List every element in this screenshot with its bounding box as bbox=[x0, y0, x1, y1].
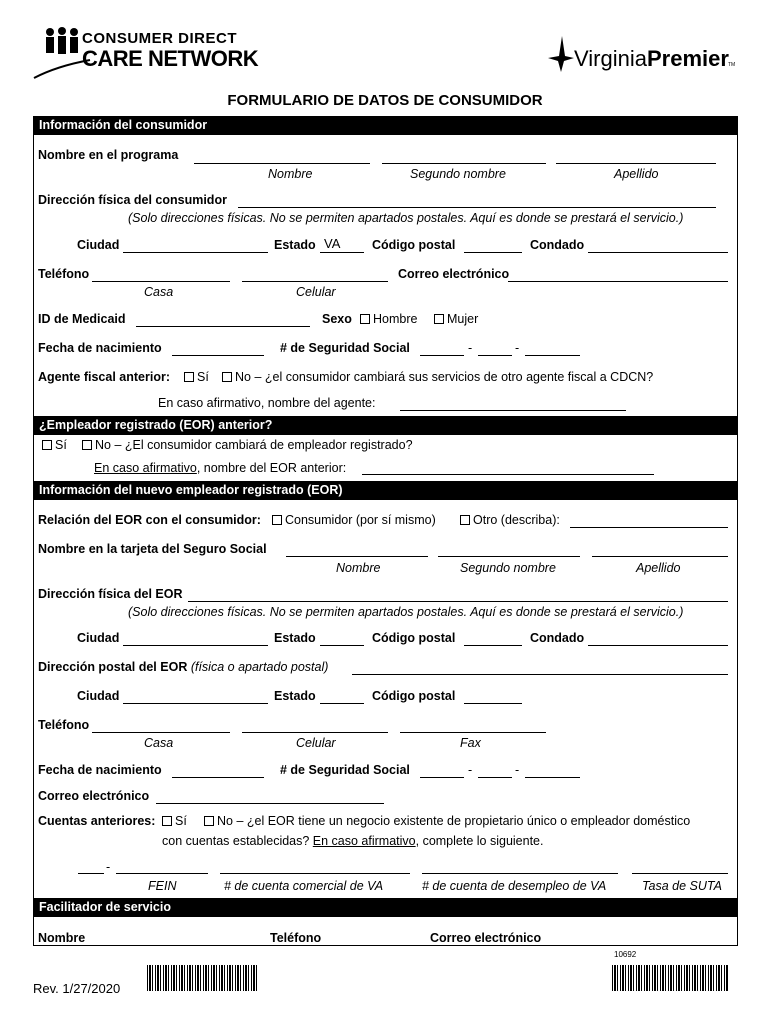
telefono-celular-field[interactable] bbox=[242, 281, 388, 282]
label-nombre-programa: Nombre en el programa bbox=[38, 148, 179, 162]
cuentas-line2 bbox=[162, 834, 543, 848]
facilitador-telefono-field[interactable] bbox=[330, 945, 416, 946]
facilitador-correo-field[interactable] bbox=[550, 945, 728, 946]
section-bar-nuevo-eor: Información del nuevo empleador registrado (EOR) bbox=[33, 481, 738, 500]
eor-sub-segundo: Segundo nombre bbox=[460, 561, 556, 575]
ciudad-field[interactable] bbox=[123, 252, 268, 253]
cuenta-va-field[interactable] bbox=[220, 873, 410, 874]
ssn-dash1: - bbox=[468, 341, 473, 355]
eor-direccion-note: (Solo direcciones físicas. No se permiten apartados postales. Aquí es donde se prestará el servicio.) bbox=[128, 605, 684, 619]
eor-ssn-part2[interactable] bbox=[478, 777, 512, 778]
label-agente: Agente fiscal anterior: bbox=[38, 370, 170, 384]
eor-label-codigo: Código postal bbox=[372, 631, 456, 645]
section-bar-facilitador: Facilitador de servicio bbox=[33, 898, 738, 917]
hombre-label: Hombre bbox=[373, 312, 418, 326]
label-telefono: Teléfono bbox=[38, 267, 90, 281]
cuentas-line2-u: En caso afirmativo bbox=[312, 834, 416, 848]
eor-label-ssn: # de Seguridad Social bbox=[280, 763, 410, 777]
mujer-label: Mujer bbox=[447, 312, 479, 326]
eor-si-checkbox[interactable] bbox=[42, 440, 52, 450]
cuentas-no-checkbox[interactable] bbox=[204, 816, 214, 826]
vp-logo-virginia: Virginia bbox=[574, 46, 647, 71]
sub-apellido: Apellido bbox=[614, 167, 659, 181]
cuentas-no-label: No – ¿el EOR tiene un negocio existente de propietario único o empleador doméstico bbox=[217, 814, 691, 828]
cdcn-logo bbox=[32, 26, 259, 86]
section-bar-eor-anterior: ¿Empleador registrado (EOR) anterior? bbox=[33, 416, 738, 435]
postal-estado-field[interactable] bbox=[320, 703, 364, 704]
eor-nombre-field[interactable] bbox=[286, 556, 428, 557]
eor-no-label: No – ¿El consumidor cambiará de empleador registrado? bbox=[95, 438, 413, 452]
label-caso-agente: En caso afirmativo, nombre del agente: bbox=[158, 396, 376, 410]
eor-nacimiento-field[interactable] bbox=[172, 777, 264, 778]
cuentas-line2-b: , complete lo siguiente. bbox=[415, 834, 544, 848]
section-bar-consumidor: Información del consumidor bbox=[33, 116, 738, 135]
facilitador-label-nombre: Nombre bbox=[38, 931, 86, 945]
facilitador-nombre-field[interactable] bbox=[92, 945, 262, 946]
label-relacion: Relación del EOR con el consumidor: bbox=[38, 513, 261, 527]
eor-si-label: Sí bbox=[55, 438, 67, 452]
label-medicaid: ID de Medicaid bbox=[38, 312, 126, 326]
estado-field[interactable] bbox=[320, 252, 364, 253]
eor-fax-field[interactable] bbox=[400, 732, 546, 733]
cuentas-si-label: Sí bbox=[175, 814, 187, 828]
ssn-part1[interactable] bbox=[420, 355, 464, 356]
cuentas-si-checkbox[interactable] bbox=[162, 816, 172, 826]
vp-logo-tm: TM bbox=[728, 62, 736, 68]
relacion-otro-option[interactable] bbox=[460, 513, 560, 527]
mujer-option[interactable] bbox=[434, 312, 478, 326]
eor-sub-nombre: Nombre bbox=[336, 561, 381, 575]
facilitador-label-telefono: Teléfono bbox=[270, 931, 322, 945]
caso-eor-rest: , nombre del EOR anterior: bbox=[196, 461, 347, 475]
label-eor-direccion: Dirección física del EOR bbox=[38, 587, 183, 601]
hombre-checkbox[interactable] bbox=[360, 314, 370, 324]
eor-label-condado: Condado bbox=[530, 631, 585, 645]
eor-ssn-dash1: - bbox=[468, 763, 473, 777]
barcode-right bbox=[612, 965, 728, 991]
form-code: 10692 bbox=[614, 950, 637, 959]
agente-no-checkbox[interactable] bbox=[222, 372, 232, 382]
eor-telefono-casa-field[interactable] bbox=[92, 732, 230, 733]
sub-nombre: Nombre bbox=[268, 167, 313, 181]
postal-codigo-field[interactable] bbox=[464, 703, 522, 704]
label-cuentas: Cuentas anteriores: bbox=[38, 814, 156, 828]
relacion-otro-checkbox[interactable] bbox=[460, 515, 470, 525]
correo-field[interactable] bbox=[508, 281, 728, 282]
eor-telefono-celular-field[interactable] bbox=[242, 732, 388, 733]
relacion-otro-label: Otro (describa): bbox=[473, 513, 560, 527]
label-estado: Estado bbox=[274, 238, 316, 252]
condado-field[interactable] bbox=[588, 252, 728, 253]
sub-segundo: Segundo nombre bbox=[410, 167, 506, 181]
eor-no-checkbox[interactable] bbox=[82, 440, 92, 450]
barcode-left bbox=[147, 965, 257, 991]
cuentas-line2-a: con cuentas establecidas? bbox=[162, 834, 313, 848]
star-icon bbox=[548, 36, 574, 72]
fein-part2[interactable] bbox=[116, 873, 208, 874]
eor-si-option[interactable] bbox=[42, 438, 67, 452]
postal-label-codigo: Código postal bbox=[372, 689, 456, 703]
otro-describa-field[interactable] bbox=[570, 527, 728, 528]
vp-logo-premier: Premier bbox=[646, 46, 729, 71]
eor-direccion-field[interactable] bbox=[188, 601, 728, 602]
caso-eor-underlined: En caso afirmativo bbox=[94, 461, 197, 475]
direccion-field[interactable] bbox=[238, 207, 716, 208]
label-nacimiento: Fecha de nacimiento bbox=[38, 341, 162, 355]
relacion-consumidor-label: Consumidor (por sí mismo) bbox=[285, 513, 436, 527]
label-correo: Correo electrónico bbox=[398, 267, 510, 281]
eor-label-correo: Correo electrónico bbox=[38, 789, 150, 803]
eor-ciudad-field[interactable] bbox=[123, 645, 268, 646]
agente-nombre-field[interactable] bbox=[400, 410, 626, 411]
fein-dash: - bbox=[106, 860, 111, 874]
eor-ssn-part1[interactable] bbox=[420, 777, 464, 778]
cuenta-desempleo-field[interactable] bbox=[422, 873, 618, 874]
ssn-dash2: - bbox=[515, 341, 520, 355]
agente-si-checkbox[interactable] bbox=[184, 372, 194, 382]
suta-field[interactable] bbox=[632, 873, 728, 874]
nombre-field[interactable] bbox=[194, 163, 370, 164]
eor-anterior-field[interactable] bbox=[362, 474, 654, 475]
label-ciudad: Ciudad bbox=[77, 238, 120, 252]
sub-cuenta-desempleo: # de cuenta de desempleo de VA bbox=[422, 879, 607, 893]
hombre-option[interactable] bbox=[360, 312, 417, 326]
eor-sub-celular: Celular bbox=[296, 736, 336, 750]
facilitador-label-correo: Correo electrónico bbox=[430, 931, 542, 945]
label-nombre-ss: Nombre en la tarjeta del Seguro Social bbox=[38, 542, 267, 556]
postal-label-estado: Estado bbox=[274, 689, 316, 703]
eor-correo-field[interactable] bbox=[156, 803, 384, 804]
eor-ssn-part3[interactable] bbox=[525, 777, 580, 778]
eor-ssn-dash2: - bbox=[515, 763, 520, 777]
eor-sub-casa: Casa bbox=[144, 736, 174, 750]
postal-label-bold: Dirección postal del EOR bbox=[38, 660, 188, 674]
relacion-consumidor-option[interactable] bbox=[272, 513, 436, 527]
label-caso-eor bbox=[94, 461, 346, 475]
eor-label-ciudad: Ciudad bbox=[77, 631, 120, 645]
eor-apellido-field[interactable] bbox=[592, 556, 728, 557]
nacimiento-field[interactable] bbox=[172, 355, 264, 356]
apellido-field[interactable] bbox=[556, 163, 716, 164]
virginia-premier-logo bbox=[548, 36, 738, 76]
cdcn-logo-line1: CONSUMER DIRECT bbox=[82, 30, 238, 47]
estado-value: VA bbox=[324, 236, 341, 251]
sub-suta: Tasa de SUTA bbox=[642, 879, 722, 893]
sub-casa: Casa bbox=[144, 285, 174, 299]
cuentas-no-option[interactable] bbox=[204, 814, 690, 828]
agente-no-label: No – ¿el consumidor cambiará sus servicios de otro agente fiscal a CDCN? bbox=[235, 370, 654, 384]
label-postal bbox=[38, 660, 328, 674]
sub-fein: FEIN bbox=[148, 879, 177, 893]
eor-codigo-field[interactable] bbox=[464, 645, 522, 646]
direccion-note: (Solo direcciones físicas. No se permiten apartados postales. Aquí es donde se prestará el servicio.) bbox=[128, 211, 684, 225]
codigo-field[interactable] bbox=[464, 252, 522, 253]
eor-segundo-field[interactable] bbox=[438, 556, 580, 557]
eor-label-estado: Estado bbox=[274, 631, 316, 645]
page-title: FORMULARIO DE DATOS DE CONSUMIDOR bbox=[227, 92, 543, 109]
label-codigo: Código postal bbox=[372, 238, 456, 252]
postal-ciudad-field[interactable] bbox=[123, 703, 268, 704]
label-sexo: Sexo bbox=[322, 312, 352, 326]
eor-label-telefono: Teléfono bbox=[38, 718, 90, 732]
mujer-checkbox[interactable] bbox=[434, 314, 444, 324]
eor-no-option[interactable] bbox=[82, 438, 413, 452]
eor-estado-field[interactable] bbox=[320, 645, 364, 646]
postal-label-ciudad: Ciudad bbox=[77, 689, 120, 703]
sub-cuenta-va: # de cuenta comercial de VA bbox=[224, 879, 384, 893]
medicaid-field[interactable] bbox=[136, 326, 310, 327]
fein-part1[interactable] bbox=[78, 873, 104, 874]
relacion-consumidor-checkbox[interactable] bbox=[272, 515, 282, 525]
ssn-part2[interactable] bbox=[478, 355, 512, 356]
eor-sub-fax: Fax bbox=[460, 736, 481, 750]
postal-label-note: (física o apartado postal) bbox=[190, 660, 329, 674]
label-ssn: # de Seguridad Social bbox=[280, 341, 410, 355]
agente-no-option[interactable] bbox=[222, 370, 653, 384]
eor-label-nacimiento: Fecha de nacimiento bbox=[38, 763, 162, 777]
postal-field[interactable] bbox=[352, 674, 728, 675]
eor-sub-apellido: Apellido bbox=[636, 561, 681, 575]
label-condado: Condado bbox=[530, 238, 585, 252]
agente-si-option[interactable] bbox=[184, 370, 209, 384]
telefono-casa-field[interactable] bbox=[92, 281, 230, 282]
eor-condado-field[interactable] bbox=[588, 645, 728, 646]
cuentas-si-option[interactable] bbox=[162, 814, 187, 828]
segundo-nombre-field[interactable] bbox=[382, 163, 546, 164]
sub-celular: Celular bbox=[296, 285, 336, 299]
label-direccion: Dirección física del consumidor bbox=[38, 193, 227, 207]
revision-date: Rev. 1/27/2020 bbox=[33, 981, 121, 996]
ssn-part3[interactable] bbox=[525, 355, 580, 356]
cdcn-logo-line2: CARE NETWORK bbox=[82, 46, 259, 71]
agente-si-label: Sí bbox=[197, 370, 209, 384]
